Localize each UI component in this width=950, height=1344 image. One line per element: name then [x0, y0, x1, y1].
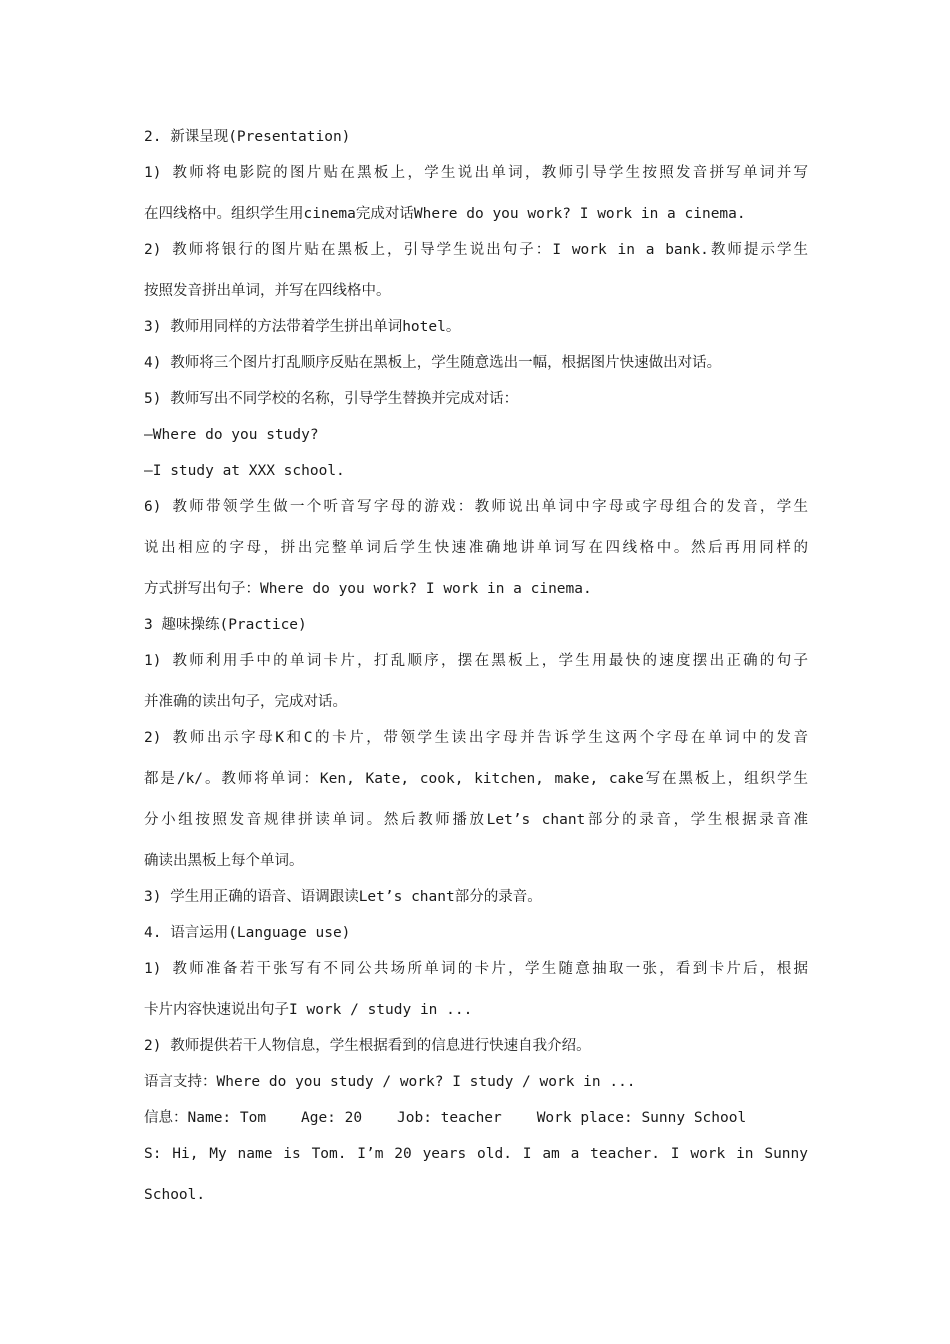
paragraph-line: 确读出黑板上每个单词。: [144, 853, 304, 869]
paragraph-line: 并准确的读出句子，完成对话。: [144, 694, 347, 710]
paragraph-line: 1) 教师利用手中的单词卡片，打乱顺序，摆在黑板上，学生用最快的速度摆出正确的句子: [144, 653, 808, 669]
section-heading-presentation: 2. 新课呈现(Presentation): [144, 129, 351, 145]
sample-speech-line: S: Hi, My name is Tom. I’m 20 years old. I am a teacher. I work in Sunny: [144, 1146, 808, 1162]
language-support-line: 语言支持：Where do you study / work? I study / work in ...: [144, 1074, 636, 1090]
paragraph-line: 1) 教师将电影院的图片贴在黑板上，学生说出单词，教师引导学生按照发音拼写单词并写: [144, 165, 808, 181]
paragraph-line: 卡片内容快速说出句子I work / study in ...: [144, 1002, 473, 1018]
paragraph-line: 2) 教师将银行的图片贴在黑板上，引导学生说出句子：I work in a bank.教师提示学生: [144, 242, 808, 258]
paragraph-line: 都是/k/。教师将单词：Ken, Kate, cook, kitchen, make, cake写在黑板上，组织学生: [144, 771, 808, 787]
paragraph-line: 分小组按照发音规律拼读单词。然后教师播放Let’s chant部分的录音，学生根据录音准: [144, 812, 808, 828]
paragraph-line: 3) 学生用正确的语音、语调跟读Let’s chant部分的录音。: [144, 889, 542, 905]
dialogue-line: —I study at XXX school.: [144, 463, 345, 479]
paragraph-line: 2) 教师提供若干人物信息，学生根据看到的信息进行快速自我介绍。: [144, 1038, 591, 1054]
paragraph-line: 3) 教师用同样的方法带着学生拼出单词hotel。: [144, 319, 461, 335]
paragraph-line: 1) 教师准备若干张写有不同公共场所单词的卡片，学生随意抽取一张，看到卡片后，根据: [144, 961, 808, 977]
paragraph-line: 在四线格中。组织学生用cinema完成对话Where do you work? I work in a cinema.: [144, 206, 746, 222]
sample-speech-line: School.: [144, 1187, 206, 1203]
paragraph-line: 2) 教师出示字母K和C的卡片，带领学生读出字母并告诉学生这两个字母在单词中的发音: [144, 730, 808, 746]
paragraph-line: 方式拼写出句子：Where do you work? I work in a cinema.: [144, 581, 592, 597]
paragraph-line: 按照发音拼出单词，并写在四线格中。: [144, 283, 391, 299]
paragraph-line: 说出相应的字母，拼出完整单词后学生快速准确地讲单词写在四线格中。然后再用同样的: [144, 540, 808, 556]
section-heading-language-use: 4. 语言运用(Language use): [144, 925, 351, 941]
paragraph-line: 6) 教师带领学生做一个听音写字母的游戏：教师说出单词中字母或字母组合的发音，学生: [144, 499, 808, 515]
paragraph-line: 5) 教师写出不同学校的名称，引导学生替换并完成对话：: [144, 391, 519, 407]
section-heading-practice: 3 趣味操练(Practice): [144, 617, 307, 633]
info-line: 信息：Name: Tom Age: 20 Job: teacher Work place: Sunny School: [144, 1110, 747, 1126]
paragraph-line: 4) 教师将三个图片打乱顺序反贴在黑板上，学生随意选出一幅，根据图片快速做出对话。: [144, 355, 722, 371]
dialogue-line: —Where do you study?: [144, 427, 319, 443]
